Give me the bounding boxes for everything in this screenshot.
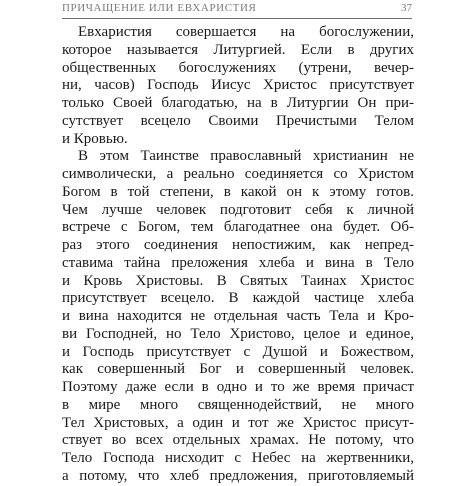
text-line: и Господь присутствует с Душой и Божеством, [62, 343, 414, 360]
text-line: Евхаристия совершается на богослужении, [78, 24, 414, 40]
text-line: Поэтому даже если в одно и то же время причаст [62, 379, 414, 395]
text-line: Богом в той степени, в какой он к этому готов. [62, 183, 414, 200]
text-line: которое называется Литургией. Если в других [62, 41, 414, 58]
text-line: Тело Господа нисходит с Небес на жертвенники, [62, 450, 414, 466]
text-line: В этом Таинстве православный христианин не [78, 148, 414, 165]
running-head [62, 2, 412, 19]
text-line: а потому, что хлеб предложения, приготовляемый [62, 467, 414, 484]
text-line: общественных богослужениях (утрени, вечер- [62, 59, 414, 76]
text-line: Тел Христовых, а один и тот же Христос присут- [62, 414, 414, 431]
text-line: Чем лучше человек подготовит себя к личной [62, 201, 414, 218]
text-line: сутствует всецело Своими Пречистыми Телом [62, 112, 414, 129]
text-line: раз этого соединения непостижим, как непред- [62, 237, 414, 253]
text-line: символически, а реально соединяется со Христом [62, 166, 414, 182]
text-line: ставима тайна преложения хлеба и вина в Тело [62, 254, 414, 271]
text-line: ви Господней, но Тело Христово, целое и единое, [62, 325, 414, 342]
text-line: ни, часов) Господь Иисус Христос присутствует [62, 77, 414, 94]
text-line: в мире много священнодействий, не много [62, 396, 414, 413]
text-line: и вина находится не отдельная часть Тела и Кро- [62, 308, 414, 324]
text-line: только Своей благодатью, на в Литургии Он при- [62, 95, 414, 111]
text-line: присутствует всецело. В каждой частице хлеба [62, 290, 414, 307]
text-line: и Кровью. [62, 130, 128, 147]
text-line: ствует во всех отдельных храмах. Не потому, что [62, 432, 414, 449]
running-head-title: ПРИЧАЩЕНИЕ ИЛИ ЕВХАРИСТИЯ [62, 2, 257, 14]
text-line: встрече с Богом, тем благодатнее она будет. Об- [62, 219, 414, 236]
text-line: и Кровь Христовы. В Святых Таинах Христос [62, 272, 414, 289]
page-number: 37 [401, 2, 412, 14]
text-line: как совершенный Бог и совершенный человек. [62, 361, 414, 378]
body-text [62, 24, 414, 486]
